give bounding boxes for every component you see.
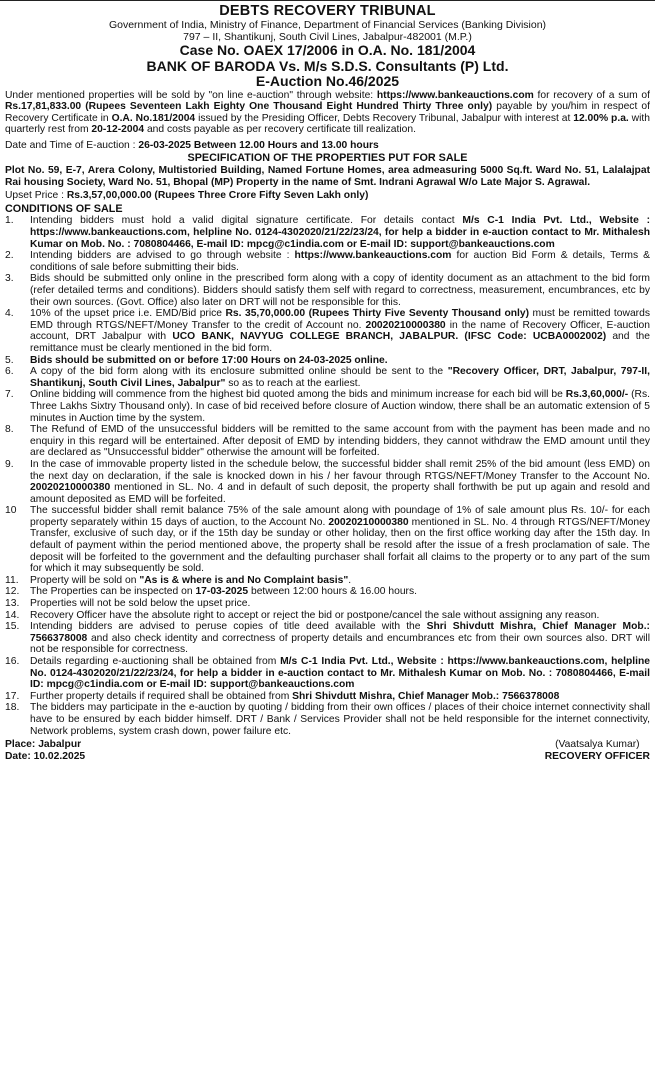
condition-item [5,366,650,389]
signatory-name: (Vaatsalya Kumar) [555,739,640,751]
condition-item [5,424,650,459]
condition-text: The Properties can be inspected on 17-03-2025 between 12:00 hours & 16.00 hours. [30,586,417,598]
condition-text: Property will be sold on "As is & where is and No Complaint basis". [30,574,352,586]
case-parties: BANK OF BARODA Vs. M/s S.D.S. Consultants (P) Ltd. [146,57,509,74]
auction-website-link[interactable]: https://www.bankeauctions.com [376,89,534,101]
condition-number: 10 [5,505,17,517]
condition-number: 2. [5,250,14,262]
notice-header [5,3,650,90]
condition-text: Recovery Officer have the absolute right to accept or reject the bid or postpone/cancel the sale without assigning any reason. [30,609,600,621]
condition-text: The Refund of EMD of the unsuccessful bidders will be remitted to the same account from with the payment has been made and no enquiry in this regard will be entertained. After deposit of EMD by intending bidders, they cannot withdraw the EMD amount until they are declared as "Unsuccessful bidder" otherwise the amount will be forfeited. [30,424,650,459]
address-line: 797 – II, Shantikunj, South Civil Lines, Jabalpur-482001 (M.P.) [183,31,472,43]
condition-text: Intending bidders are advised to peruse copies of title deed available with the Shri Shivdutt Mishra, Chief Manager Mob.: 7566378008 and also check identity and correctness of property details and encumbrances etc from their own sources also. DRT will not be responsible for correctness. [30,621,650,656]
condition-number: 4. [5,308,14,320]
condition-item [5,389,650,424]
intro-paragraph: Under mentioned properties will be sold by "on line e-auction" through website: https://www.bankeauctions.com for recovery of a sum of Rs.17,81,833.00 (Rupees Seventeen Lakh Eighty One Thousand Eight Hundred Thirty Three only) payable by you/him in respect of Recovery Certificate in O.A. No.181/2004 issued by the Presiding Officer, Debts Recovery Tribunal, Jabalpur with interest at 12.00% p.a. with quarterly rest from 20-12-2004 and costs payable as per recovery certificate till realization. [5,89,650,136]
condition-text: Online bidding will commence from the highest bid quoted among the bids and minimum increase for each bid will be Rs.3,60,000/- (Rs. Three Lakhs Sixtry Thousand only). In case of bid received before closure of Auction window, there shall be an automatic extension of 5 minutes in Auction time by the system. [30,389,650,424]
condition-item [5,459,650,505]
place-date-block [5,739,85,762]
condition-text: Further property details if required shall be obtained from Shri Shivdutt Mishra, Chief Manager Mob.: 7566378008 [30,690,560,702]
condition-number: 11. [5,574,19,586]
conditions-heading: CONDITIONS OF SALE [5,202,123,215]
condition-item [5,610,650,622]
condition-text: Details regarding e-auctioning shall be obtained from M/s C-1 India Pvt. Ltd., Website : https://www.bankeauctions.com, helpline No. 0124-4302020/21/22/23/24, for help a bidder in e-auction contact to Mr. Mithalesh Kumar on Mob. No. : 7080804466, E-mail ID: mpcg@c1india.com or E-mail ID: support@bankeauctions.com [30,656,650,691]
condition-text: The successful bidder shall remit balance 75% of the sale amount along with poundage of 1% of sale amount plus Rs. 10/- for each property separately within 15 days of auction, to the Account No. 20020210000380 mentioned in SL. No. 4 through RTGS/NEFT/Money Transfer, exclusive of such day, or if the 15th day be sunday or other holiday, then on the first office working day after the 15th day. In default of payment within the period mentioned above, the property shall be resold after the issue of a fresh proclamation of sale. The deposit will be forfeited to the government and the defaulting purchaser shall forfait all claims to the property or to any part of the sum for which it may subsequently be sold. [30,505,650,575]
condition-item [5,656,650,691]
condition-number: 5. [5,354,14,366]
condition-text: Intending bidders are advised to go through website : https://www.bankeauctions.com for auction Bid Form & details, Terms & conditions of sale before submitting their bids. [30,250,650,273]
condition-number: 13. [5,598,20,610]
upset-price: Upset Price : Rs.3,57,00,000.00 (Rupees Three Crore Fifty Seven Lakh only) [5,190,369,202]
condition-number: 7. [5,389,14,401]
condition-item [5,505,650,575]
condition-item [5,691,650,703]
condition-number: 3. [5,273,14,285]
signatory-title: RECOVERY OFFICER [544,750,650,762]
condition-text: Bids should be submitted only online in the prescribed form along with a copy of identity document as an attachment to the bid form (refer detailed terms and conditions). Bidders should satisfy them self with regard to correctness, measurement, encumbrances, etc by their own sources. (Govt. Office) also later on DRT will not be responsible for this. [30,273,650,308]
recovery-amount: Rs.17,81,833.00 (Rupees Seventeen Lakh Eighty One Thousand Eight Hundred Thirty Three only) [5,101,493,113]
specification-heading: SPECIFICATION OF THE PROPERTIES PUT FOR SALE [187,152,468,165]
condition-item [5,355,650,367]
condition-text: Intending bidders must hold a valid digital signature certificate. For details contact M/s C-1 India Pvt. Ltd., Website : https://www.bankeauctions.com, helpline No. 0124-4302020/21/22/23/24, for help a bidder in e-auction contact to Mr. Mithalesh Kumar on Mob. No. : 7080804466, E-mail ID: mpcg@c1india.com or E-mail ID: support@bankeauctions.com [30,215,650,250]
interest-rate: 12.00% p.a. [573,112,629,124]
condition-number: 17. [5,690,20,702]
condition-number: 15. [5,621,20,633]
condition-text: 10% of the upset price i.e. EMD/Bid price Rs. 35,70,000.00 (Rupees Thirty Five Seventy Thousand only) must be remitted towards EMD through RTGS/NEFT/Money Transfer to the credit of Account no. 20020210000380 in the name of Recovery Officer, E-auction account, DRT Jabalpur with UCO BANK, NAVYUG COLLEGE BRANCH, JABALPUR. (IFSC Code: UCBA0002002) and the remittance must be clearly mentioned in the bid form. [30,308,651,354]
condition-item [5,586,650,598]
conditions-list [5,215,650,737]
condition-item [5,273,650,308]
condition-item [5,702,650,737]
ministry-line: Government of India, Ministry of Finance, Department of Financial Services (Banking Division) [108,19,547,31]
condition-text: In the case of immovable property listed in the schedule below, the successful bidder shall remit 25% of the bid amount (less EMD) on the next day on declaration, if the sale is knocked down in his / her favour through RTGS/NEFT/Money Transfer to the Account No. 20020210000380 mentioned in SL. No. 4 and in default of such deposit, the property shall forthwith be put up again and resold and amount deposited as EMD will be forfeited. [30,458,650,505]
condition-number: 6. [5,366,14,378]
condition-text: Properties will not be sold below the upset price. [30,598,251,610]
notice-footer [5,739,650,762]
tribunal-title: DEBTS RECOVERY TRIBUNAL [219,3,436,19]
condition-number: 18. [5,702,20,714]
date: Date: 10.02.2025 [5,750,86,762]
condition-item [5,250,650,273]
condition-text: The bidders may participate in the e-auction by quoting / bidding from their own offices / places of their choice internet connectivity shall have to be ensured by each bidder himself. DRT / Bank / Services Provider shall not be held responsible for the internet connectivity, Network problems, system crash down, power failure etc. [30,702,650,737]
signature-block [545,739,650,762]
property-description: Plot No. 59, E-7, Arera Colony, Multistoried Building, Named Fortune Homes, area admeasuring 5000 Sq.ft. Ward No. 51, Lalalajpat Rai housing Society, Ward No. 51, Bhopal (MP) Property in the name of Smt. Indrani Agrawal W/o Late Major S. Agrawal. [5,165,650,188]
interest-start-date: 20-12-2004 [91,124,145,136]
auction-number: E-Auction No.46/2025 [255,73,400,89]
case-number: Case No. OAEX 17/2006 in O.A. No. 181/2004 [179,42,476,58]
condition-number: 12. [5,586,20,598]
top-rule [0,0,655,1]
place: Place: Jabalpur [5,739,82,751]
condition-item [5,308,650,354]
condition-item [5,215,650,250]
condition-text: Bids should be submitted on or before 17:00 Hours on 24-03-2025 online. [30,354,388,366]
condition-item [5,575,650,587]
condition-number: 9. [5,458,14,470]
condition-number: 14. [5,609,20,621]
condition-item [5,598,650,610]
condition-number: 8. [5,424,14,436]
condition-item [5,621,650,656]
condition-number: 1. [5,215,14,227]
condition-number: 16. [5,656,20,667]
auction-time: Date and Time of E-auction : 26-03-2025 Between 12.00 Hours and 13.00 hours [5,139,379,151]
condition-text: A copy of the bid form along with its enclosure submitted online should be sent to the "Recovery Officer, DRT, Jabalpur, 797-II, Shantikunj, South Civil Lines, Jabalpur" so as to reach at the earliest. [30,366,650,389]
oa-number: O.A. No.181/2004 [111,112,196,124]
